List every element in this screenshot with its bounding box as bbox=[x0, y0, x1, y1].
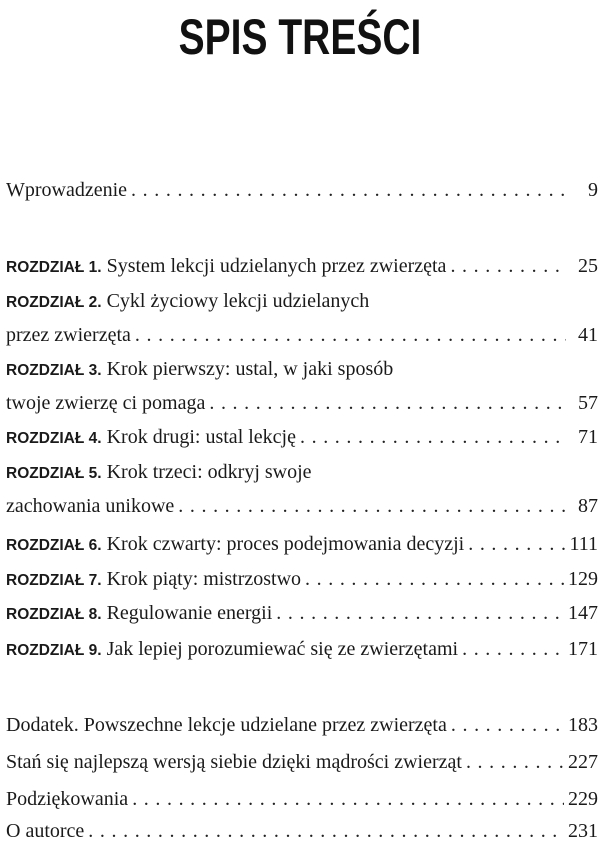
toc-entry-about-author[interactable] bbox=[6, 814, 598, 848]
toc-entry-chapter-7[interactable] bbox=[6, 562, 598, 596]
chapter-label: ROZDZIAŁ 9. bbox=[6, 642, 102, 659]
toc-entry-chapter-1[interactable] bbox=[6, 249, 598, 283]
chapter-label: ROZDZIAŁ 4. bbox=[6, 430, 102, 447]
page-number: 71 bbox=[578, 426, 598, 448]
entry-title-line-1: Krok trzeci: odkryj swoje bbox=[106, 461, 312, 483]
page-number: 9 bbox=[588, 179, 598, 201]
entry-title: Krok czwarty: proces podejmowania decyzji bbox=[106, 533, 465, 555]
chapter-label: ROZDZIAŁ 2. bbox=[6, 294, 102, 311]
page-number: 231 bbox=[568, 820, 598, 842]
page-number: 111 bbox=[569, 533, 598, 555]
page-title: SPIS TREŚCI bbox=[178, 9, 422, 65]
page-number: 227 bbox=[568, 751, 598, 773]
leader-dots bbox=[178, 489, 566, 523]
entry-title-line-1: Krok pierwszy: ustal, w jaki sposób bbox=[106, 358, 394, 380]
toc-entry-chapter-4[interactable] bbox=[6, 420, 598, 454]
entry-title: Krok drugi: ustal lekcję bbox=[106, 426, 296, 448]
leader-dots bbox=[300, 420, 566, 454]
toc-entry-appendix[interactable] bbox=[6, 708, 598, 742]
chapter-label: ROZDZIAŁ 8. bbox=[6, 606, 102, 623]
entry-title: O autorce bbox=[6, 820, 85, 842]
toc-entry-chapter-6[interactable] bbox=[6, 527, 598, 561]
leader-dots bbox=[466, 745, 564, 779]
toc-entry-best-version[interactable] bbox=[6, 745, 598, 779]
toc-entry-chapter-3[interactable] bbox=[6, 358, 598, 420]
page-number: 147 bbox=[568, 602, 598, 624]
entry-title: zachowania unikowe bbox=[6, 495, 175, 517]
page-number: 171 bbox=[568, 638, 598, 660]
leader-dots bbox=[132, 782, 564, 816]
page-number: 41 bbox=[578, 324, 598, 346]
chapter-label: ROZDZIAŁ 5. bbox=[6, 465, 102, 482]
leader-dots bbox=[468, 527, 565, 561]
leader-dots bbox=[209, 386, 566, 420]
chapter-label: ROZDZIAŁ 6. bbox=[6, 537, 102, 554]
leader-dots bbox=[88, 814, 564, 848]
leader-dots bbox=[451, 708, 564, 742]
entry-title: Regulowanie energii bbox=[106, 602, 273, 624]
leader-dots bbox=[276, 596, 564, 630]
page-number: 229 bbox=[568, 788, 598, 810]
entry-title: Krok piąty: mistrzostwo bbox=[106, 568, 302, 590]
entry-title: Jak lepiej porozumiewać się ze zwierzętami bbox=[106, 638, 459, 660]
chapter-label: ROZDZIAŁ 3. bbox=[6, 362, 102, 379]
leader-dots bbox=[135, 318, 566, 352]
toc-entry-chapter-5[interactable] bbox=[6, 461, 598, 523]
page-number: 87 bbox=[578, 495, 598, 517]
entry-title: Stań się najlepszą wersją siebie dzięki mądrości zwierząt bbox=[6, 751, 462, 773]
page-number: 25 bbox=[578, 255, 598, 277]
toc-entry-introduction[interactable] bbox=[6, 173, 598, 207]
entry-title: twoje zwierzę ci pomaga bbox=[6, 392, 206, 414]
entry-title-line-1: Cykl życiowy lekcji udzielanych bbox=[106, 290, 370, 312]
leader-dots bbox=[131, 173, 566, 207]
toc-entry-chapter-8[interactable] bbox=[6, 596, 598, 630]
entry-title: Wprowadzenie bbox=[6, 179, 128, 201]
leader-dots bbox=[305, 562, 564, 596]
page-number: 129 bbox=[568, 568, 598, 590]
leader-dots bbox=[450, 249, 566, 283]
toc-entry-chapter-2[interactable] bbox=[6, 290, 598, 352]
entry-title: Podziękowania bbox=[6, 788, 129, 810]
leader-dots bbox=[462, 632, 564, 666]
chapter-label: ROZDZIAŁ 1. bbox=[6, 259, 102, 276]
page-number: 57 bbox=[578, 392, 598, 414]
entry-title: System lekcji udzielanych przez zwierzęta bbox=[106, 255, 447, 277]
chapter-label: ROZDZIAŁ 7. bbox=[6, 572, 102, 589]
entry-title: Dodatek. Powszechne lekcje udzielane przez zwierzęta bbox=[6, 714, 447, 736]
toc-entry-acknowledgements[interactable] bbox=[6, 782, 598, 816]
toc-entry-chapter-9[interactable] bbox=[6, 632, 598, 666]
entry-title: przez zwierzęta bbox=[6, 324, 131, 346]
page-number: 183 bbox=[568, 714, 598, 736]
